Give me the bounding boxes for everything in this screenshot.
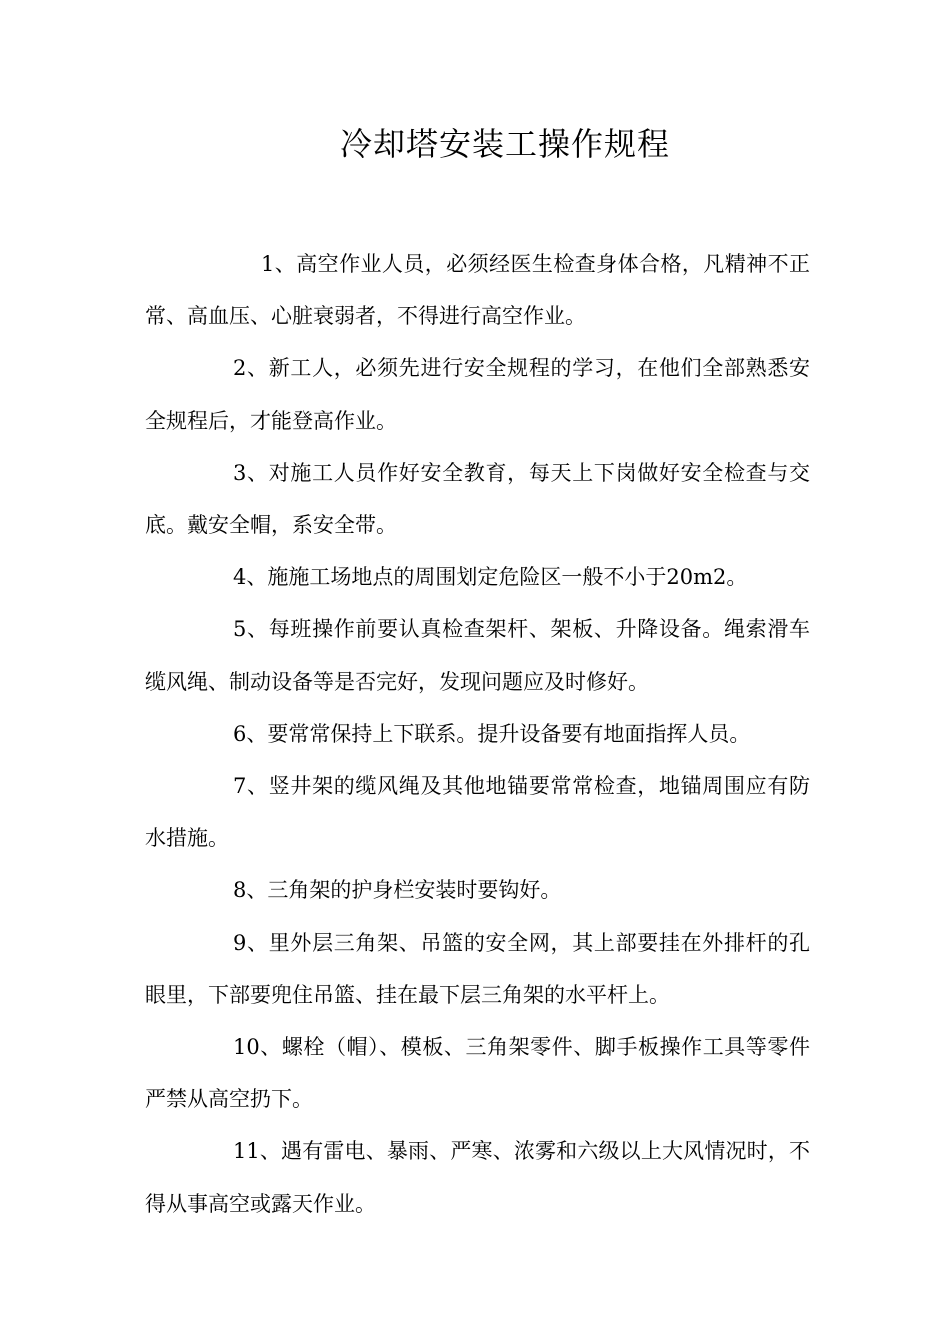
paragraph-11: 11、遇有雷电、暴雨、严寒、浓雾和六级以上大风情况时，不得从事高空或露天作业。 <box>145 1139 810 1216</box>
paragraph-10: 10、螺栓（帽）、模板、三角架零件、脚手板操作工具等零件严禁从高空扔下。 <box>145 1035 810 1112</box>
paragraph-1: 1、高空作业人员，必须经医生检查身体合格，凡精神不正常、高血压、心脏衰弱者，不得进行高空作业。 <box>145 252 810 329</box>
document-body <box>145 238 810 1230</box>
document-title: 冷却塔安装工操作规程 <box>339 125 670 163</box>
paragraph-8: 8、三角架的护身栏安装时要钩好。 <box>233 878 562 903</box>
paragraph-5: 5、每班操作前要认真检查架杆、架板、升降设备。绳索滑车缆风绳、制动设备等是否完好，发现问题应及时修好。 <box>145 617 810 694</box>
paragraph-2: 2、新工人，必须先进行安全规程的学习，在他们全部熟悉安全规程后，才能登高作业。 <box>145 356 810 433</box>
paragraph-7: 7、竖井架的缆风绳及其他地锚要常常检查，地锚周围应有防水措施。 <box>145 774 810 851</box>
paragraph-9: 9、里外层三角架、吊篮的安全网，其上部要挂在外排杆的孔眼里，下部要兜住吊篮、挂在最下层三角架的水平杆上。 <box>145 930 810 1007</box>
paragraph-4: 4、施施工场地点的周围划定危险区一般不小于20m2。 <box>233 565 748 590</box>
paragraph-3: 3、对施工人员作好安全教育，每天上下岗做好安全检查与交底。戴安全帽，系安全带。 <box>145 460 810 538</box>
paragraph-6: 6、要常常保持上下联系。提升设备要有地面指挥人员。 <box>233 721 751 746</box>
